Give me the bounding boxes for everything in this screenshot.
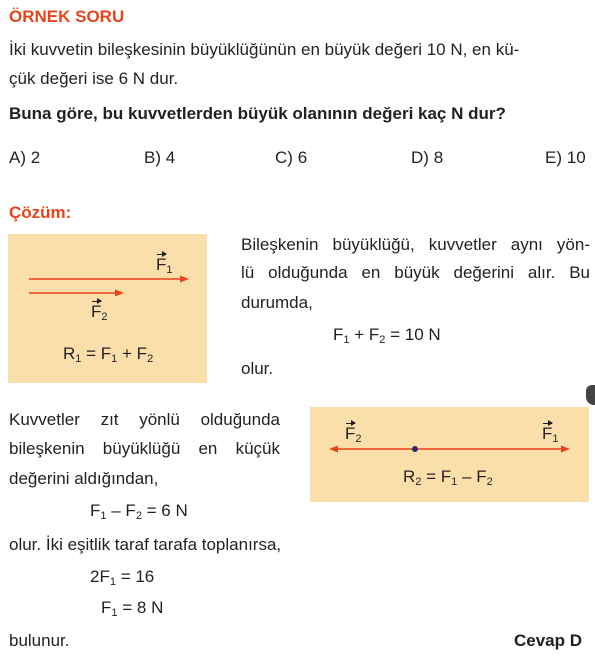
option-e[interactable] xyxy=(545,148,586,168)
option-value: 8 xyxy=(433,148,444,167)
option-letter: D) xyxy=(411,148,429,167)
f1-arrowhead xyxy=(561,446,570,453)
sum-equation: $2F_1 = 16$ xyxy=(90,567,155,588)
option-value: 2 xyxy=(30,148,41,167)
f2-arrowhead xyxy=(329,446,338,453)
f2-label: $F_2$ xyxy=(91,302,108,323)
option-b[interactable] xyxy=(144,148,175,168)
conclusion: bulunur. xyxy=(9,631,70,650)
para1-line-2: lü olduğunda en büyük değerini alır. Bu xyxy=(241,263,590,282)
solution-heading: Çözüm: xyxy=(9,203,72,222)
option-letter: E) xyxy=(545,148,562,167)
result-equation: $F_1 = 8$ N xyxy=(101,598,164,619)
question-prompt: Buna göre, bu kuvvetlerden büyük olanının değeri kaç N dur? xyxy=(9,104,506,123)
option-value: 6 xyxy=(297,148,308,167)
para1-after: olur. xyxy=(241,359,274,378)
origin-point xyxy=(412,446,418,452)
page-edge-mark xyxy=(586,385,595,405)
min-resultant-equation: $F_1 - F_2 = 6$ N xyxy=(90,501,188,522)
option-a[interactable] xyxy=(9,148,40,168)
option-value: 4 xyxy=(165,148,176,167)
para2-line-3: değerini aldığından, xyxy=(9,469,159,488)
option-d[interactable] xyxy=(411,148,443,168)
option-letter: A) xyxy=(9,148,26,167)
answer: Cevap D xyxy=(514,631,583,650)
f1-arrowhead xyxy=(180,276,189,283)
figure-opposite-direction xyxy=(310,407,589,502)
para1-line-3: durumda, xyxy=(241,293,313,312)
f1-label: $F_1$ xyxy=(156,255,173,276)
para2-line-1: Kuvvetler zıt yönlü olduğunda xyxy=(9,410,280,429)
para2-line-2: bileşkenin büyüklüğü en küçük xyxy=(9,439,280,458)
para1-line-1: Bileşkenin büyüklüğü, kuvvetler aynı yön- xyxy=(241,235,590,254)
f2-arrowhead xyxy=(115,290,124,297)
max-resultant-equation: $F_1 + F_2 = 10$ N xyxy=(333,325,441,346)
example-question-heading: ÖRNEK SORU xyxy=(9,7,125,26)
option-value: 10 xyxy=(566,148,586,167)
f1-label: $F_1$ xyxy=(542,424,559,445)
r1-equation: $R_1 = F_1 + F_2$ xyxy=(63,344,154,365)
f2-label: $F_2$ xyxy=(345,424,362,445)
r2-equation: $R_2 = F_1 - F_2$ xyxy=(403,467,493,488)
para2-line-4: olur. İki eşitlik taraf tarafa toplanırsa, xyxy=(9,535,282,554)
option-letter: B) xyxy=(144,148,161,167)
question-line-1: İki kuvvetin bileşkesinin büyüklüğünün en büyük değeri 10 N, en kü- xyxy=(9,40,520,59)
figure-same-direction xyxy=(8,234,207,383)
option-letter: C) xyxy=(275,148,293,167)
option-c[interactable] xyxy=(275,148,307,168)
question-line-2: çük değeri ise 6 N dur. xyxy=(9,69,179,88)
